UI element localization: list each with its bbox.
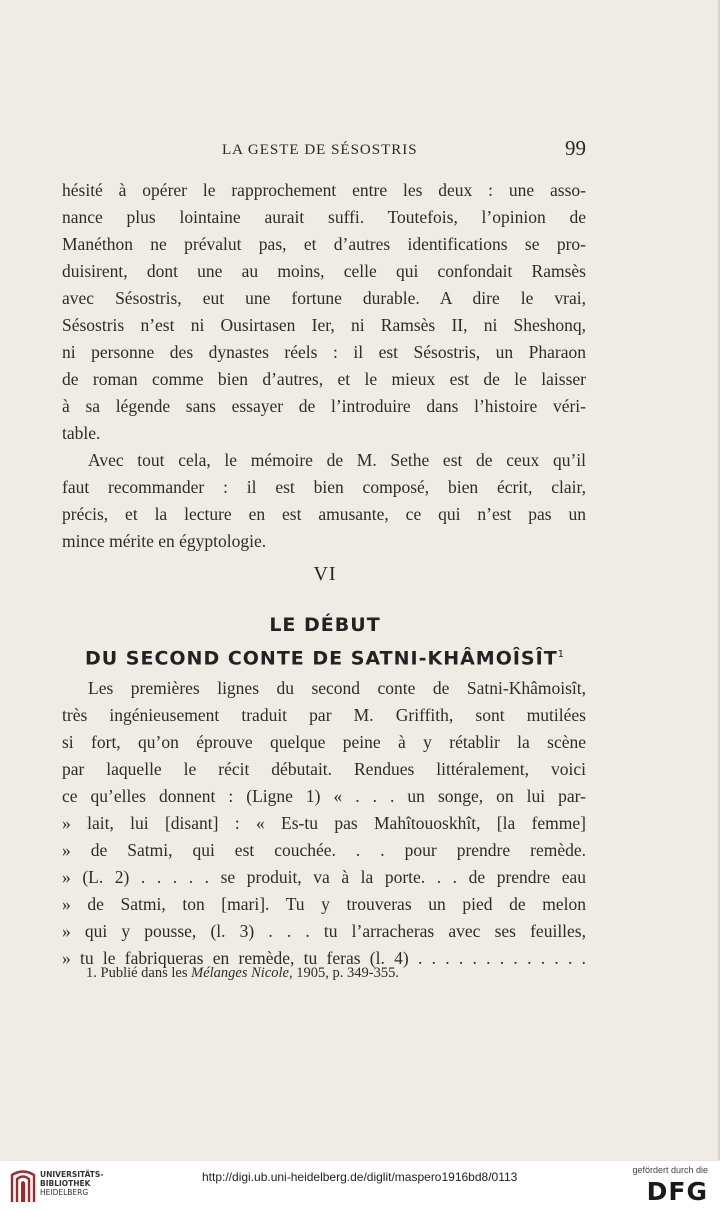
text-line: très ingénieusement traduit par M. Griffith, sont mutilées: [62, 705, 586, 725]
text-line: à sa légende sans essayer de l’introduire dans l’histoire véri-: [62, 396, 586, 416]
text-line: » de Satmi, qui est couchée. . . pour prendre remède.: [62, 840, 586, 860]
permalink-url[interactable]: http://digi.ub.uni-heidelberg.de/diglit/maspero1916bd8/0113: [202, 1170, 518, 1184]
text-line: mince mérite en égyptologie.: [62, 531, 267, 551]
page-number: 99: [565, 136, 586, 160]
text-line: hésité à opérer le rapprochement entre les deux : une asso-: [62, 180, 586, 200]
paragraph-3: [62, 675, 586, 972]
text-line: faut recommander : il est bien composé, bien écrit, clair,: [62, 477, 586, 497]
dfg-logo: DFG: [646, 1177, 708, 1206]
text-line: nance plus lointaine aurait suffi. Toutefois, l’opinion de: [62, 207, 586, 227]
text-line: ni personne des dynastes réels : il est Sésostris, un Pharaon: [62, 342, 586, 362]
text-line: Manéthon ne prévalut pas, et d’autres identifications se pro-: [62, 234, 586, 254]
text-line: Avec tout cela, le mémoire de M. Sethe est de ceux qu’il: [88, 450, 586, 470]
text-line: » lait, lui [disant] : « Es-tu pas Mahîtouoskhît, [la femme]: [62, 813, 586, 833]
footnote: 1. Publié dans les Mélanges Nicole, 1905, p. 349-355.: [86, 965, 399, 981]
text-line: précis, et la lecture en est amusante, ce qui n’est pas un: [62, 504, 586, 524]
text-line: » tu le fabriqueras en remède, tu feras (l. 4) . . . . . . . . . . . . .: [62, 948, 586, 968]
text-line: de roman comme bien d’autres, et le mieux est de le laisser: [62, 369, 586, 389]
paragraph-1: [62, 177, 586, 447]
paragraph-2: [62, 447, 586, 555]
text-line: Les premières lignes du second conte de Satni-Khâmoisît,: [88, 678, 586, 698]
text-line: » de Satmi, ton [mari]. Tu y trouveras un pied de melon: [62, 894, 586, 914]
text-line: par laquelle le récit débutait. Rendues littéralement, voici: [62, 759, 586, 779]
library-logo-icon: [10, 1169, 36, 1203]
chapter-title-line-1: LE DÉBUT: [269, 614, 381, 636]
funding-note: gefördert durch die: [632, 1165, 708, 1175]
body-text-bottom: [62, 675, 586, 972]
text-line: ce qu’elles donnent : (Ligne 1) « . . . un songe, on lui par-: [62, 786, 586, 806]
running-title: LA GESTE DE SÉSOSTRIS: [222, 142, 418, 158]
text-line: table.: [62, 423, 101, 443]
body-text-top: [62, 177, 586, 555]
text-line: » qui y pousse, (l. 3) . . . tu l’arracheras avec ses feuilles,: [62, 921, 586, 941]
library-name: UNIVERSITÄTS- BIBLIOTHEK HEIDELBERG: [40, 1170, 104, 1197]
text-line: avec Sésostris, eut une fortune durable. A dire le vrai,: [62, 288, 586, 308]
section-numeral: VI: [313, 563, 337, 585]
text-line: duisirent, dont une au moins, celle qui confondait Ramsès: [62, 261, 586, 281]
text-line: Sésostris n’est ni Ousirtasen Ier, ni Ramsès II, ni Sheshonq,: [62, 315, 586, 335]
text-line: si fort, qu’on éprouve quelque peine à y rétablir la scène: [62, 732, 586, 752]
footnote-marker: 1: [557, 649, 566, 660]
chapter-title: [0, 610, 650, 670]
journal-title: Mélanges Nicole,: [191, 965, 293, 981]
viewer-footer: [0, 1160, 720, 1211]
chapter-title-line-2: DU SECOND CONTE DE SATNI-KHÂMOÎSÎT$^1$: [84, 647, 566, 670]
text-line: » (L. 2) . . . . . se produit, va à la porte. . . de prendre eau: [62, 867, 586, 887]
